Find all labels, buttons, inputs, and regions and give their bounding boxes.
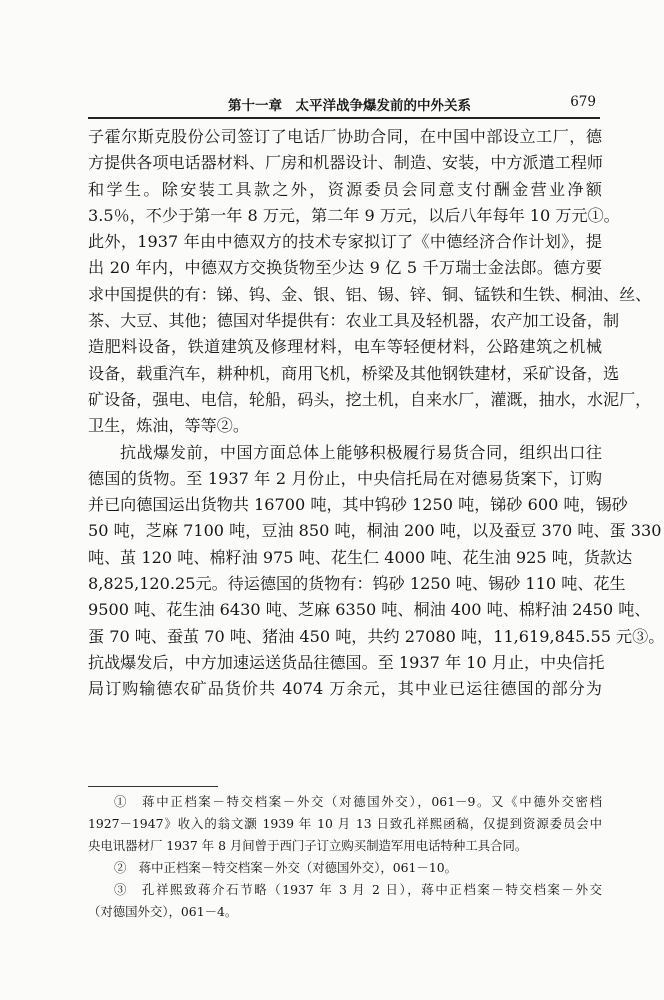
text-line: 50 吨，芝麻 7100 吨，豆油 850 吨，桐油 200 吨，以及蚕豆 370 吨、蛋 330 <box>88 521 662 541</box>
running-header <box>120 88 600 114</box>
text-line: 子霍尔斯克股份公司签订了电话厂协助合同，在中国中部设立工厂，德 <box>88 127 602 146</box>
text-line: 9500 吨、花生油 6430 吨、芝麻 6350 吨、桐油 400 吨、棉籽油 2450 吨、 <box>88 600 651 620</box>
text-line: 8,825,120.25元。待运德国的货物有：钨砂 1250 吨、锡砂 110 吨、花生 <box>88 574 626 594</box>
text-line: 矿设备，强电、电信，轮船，码头，挖土机，自来水厂，灌溉，抽水，水泥厂， <box>88 389 652 409</box>
paragraph-start-line: 抗战爆发前，中国方面总体上能够积极履行易货合同，组织出口往 <box>120 442 602 462</box>
footnote-line: （对德国外交），061－4。 <box>88 904 238 919</box>
footnote-line: ② 蒋中正档案－特交档案－外交（对德国外交），061－10。 <box>114 860 457 875</box>
text-line: 方提供各项电话器材料、厂房和机器设计、制造、安装，中方派遣工程师 <box>88 153 603 173</box>
text-line: 出 20 年内，中德双方交换货物至少达 9 亿 5 千万瑞士金法郎。德方要 <box>88 258 602 278</box>
page-number: 679 <box>570 94 596 110</box>
footnote-line: ③ 孔祥熙致蒋介石节略（1937 年 3 月 2 日），蒋中正档案－特交档案－外交 <box>114 882 602 897</box>
text-line: 卫生，炼油，等等②。 <box>88 416 249 436</box>
text-line: 吨、茧 120 吨、棉籽油 975 吨、花生仁 4000 吨、花生油 925 吨，货款达 <box>88 547 633 567</box>
footnote-rule <box>88 786 218 787</box>
text-line: 造肥料设备，铁道建筑及修理材料，电车等轻便材料，公路建筑之机械 <box>88 337 602 357</box>
body-text <box>88 124 664 703</box>
text-line: 蛋 70 吨、蚕茧 70 吨、猪油 450 吨，共约 27080 吨，11,619,845.55 元③。 <box>88 626 664 646</box>
footnotes <box>88 791 602 923</box>
text-line: 并已向德国运出货物共 16700 吨，其中钨砂 1250 吨，锑砂 600 吨，锡砂 <box>88 495 628 515</box>
footnote-line: ① 蒋中正档案－特交档案－外交（对德国外交），061－9。又《中德外交密档 <box>114 794 602 809</box>
text-line: 3.5％，不少于第一年 8 万元，第二年 9 万元，以后八年每年 10 万元①。 <box>88 205 620 225</box>
text-line: 此外，1937 年由中德双方的技术专家拟订了《中德经济合作计划》，提 <box>88 232 602 252</box>
text-line: 和学生。除安装工具款之外，资源委员会同意支付酬金营业净额 <box>88 179 602 199</box>
header-rule <box>88 117 600 119</box>
text-line: 求中国提供的有：锑、钨、金、银、铝、锡、锌、铜、锰铁和生铁、桐油、丝、 <box>88 284 652 304</box>
text-line: 设备，载重汽车，耕种机，商用飞机，桥梁及其他钢铁建材，采矿设备，选 <box>88 363 620 383</box>
text-line: 局订购输德农矿品货价共 4074 万余元，其中业已运往德国的部分为 <box>88 679 602 699</box>
text-line: 德国的货物。至 1937 年 2 月份止，中央信托局在对德易货案下，订购 <box>88 468 602 488</box>
footnote-line: 1927－1947》收入的翁文灏 1939 年 10 月 13 日致孔祥熙函稿，仅提到资源委员会中 <box>88 816 602 831</box>
footnote-line: 央电讯器材厂 1937 年 8 月间曾于西门子订立购买制造军用电话特种工具合同。 <box>88 838 528 853</box>
text-line: 茶、大豆、其他；德国对华提供有：农业工具及轻机器，农产加工设备，制 <box>88 311 620 331</box>
text-line: 抗战爆发后，中方加速运送货品往德国。至 1937 年 10 月止，中央信托 <box>88 652 605 672</box>
chapter-title: 第十一章 太平洋战争爆发前的中外关系 <box>228 98 471 114</box>
